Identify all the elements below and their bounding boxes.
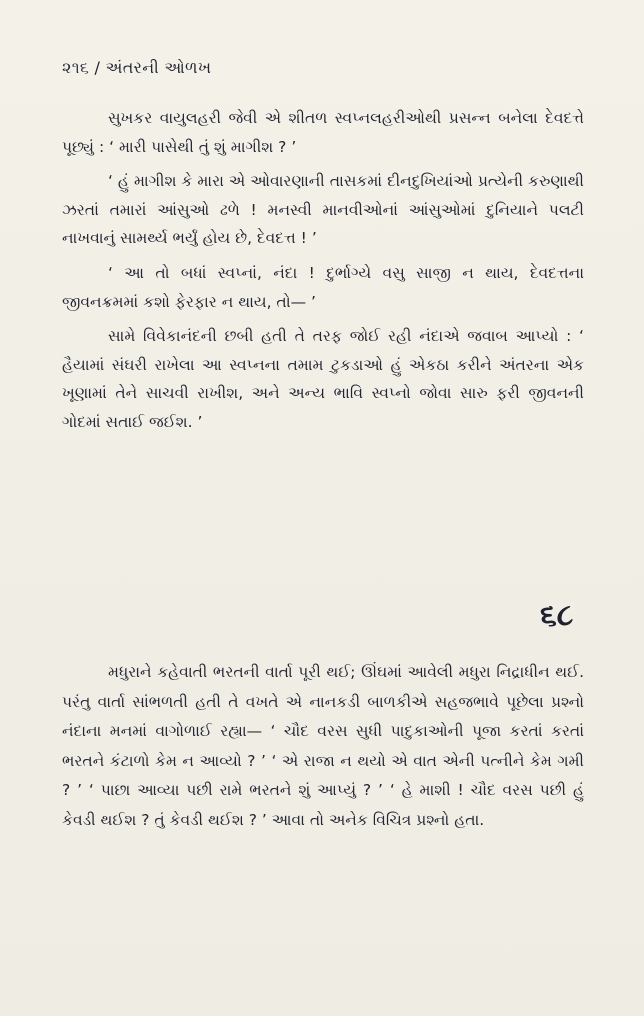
- paragraph: ‘ હું માગીશ કે મારા એ ઓવારણાની તાસકમાં દીનદુખિયાંઓ પ્રત્યેની કરુણાથી ઝરતાં તમારાં આંસુઓ ઢળે ! મનસ્વી માનવીઓનાં આંસુઓમાં દુનિયાને પલટી નાખવાનું સામર્થ્ય ભર્યું હોય છે, દેવદત્ત ! ’: [62, 172, 584, 248]
- chapter-body: [62, 658, 584, 842]
- paragraph: સુખકર વાયુલહરી જેવી એ શીતળ સ્વપ્નલહરીઓથી પ્રસન્ન બનેલા દેવદત્તે પૂછ્યું : ‘ મારી પાસેથી તું શું માગીશ ? ’: [62, 109, 584, 156]
- paragraph: મધુરાને કહેવાતી ભરતની વાર્તા પૂરી થઈ; ઊંઘમાં આવેલી મધુરા નિદ્રાધીન થઈ. પરંતુ વાર્તા સાંભળતી હતી તે વખતે એ નાનકડી બાળકીએ સહજભાવે પૂછેલા પ્રશ્નો નંદાના મનમાં વાગોળાઈ રહ્યા— ‘ ચૌદ વરસ સુધી પાદુકાઓની પૂજા કરતાં કરતાં ભરતને કંટાળો કેમ ન આવ્યો ? ’ ‘ એ રાજા ન થયો એ વાત એની પત્નીને કેમ ગમી ? ’ ‘ પાછા આવ્યા પછી રામે ભરતને શું આપ્યું ? ’ ‘ હે માશી ! ચૌદ વરસ પછી હું કેવડી થઈશ ? તું કેવડી થઈશ ? ’ આવા તો અનેક વિચિત્ર પ્રશ્નો હતા.: [62, 663, 584, 829]
- paragraph: ‘ આ તો બધાં સ્વપ્નાં, નંદા ! દુર્ભાગ્યે વસુ સાજી ન થાય, દેવદત્તના જીવનક્રમમાં કશો ફેરફાર ન થાય, તો— ’: [62, 263, 584, 311]
- running-head: ૨૧૬ / અંતરની ઓળખ: [62, 58, 212, 77]
- paragraph: સામે વિવેકાનંદની છબી હતી તે તરફ જોઈ રહી નંદાએ જવાબ આપ્યો : ‘ હૈયામાં સંઘરી રાખેલા આ સ્વપ્નના તમામ ટુકડાઓ હું એકઠા કરીને અંતરના એક ખૂણામાં તેને સાચવી રાખીશ, અને અન્ય ભાવિ સ્વપ્નો જોવા સારુ ફરી જીવનની ગોદમાં સતાઈ જઈશ. ’: [62, 327, 584, 431]
- previous-chapter-ending: [62, 104, 584, 443]
- chapter-number: ૬૮: [540, 598, 574, 633]
